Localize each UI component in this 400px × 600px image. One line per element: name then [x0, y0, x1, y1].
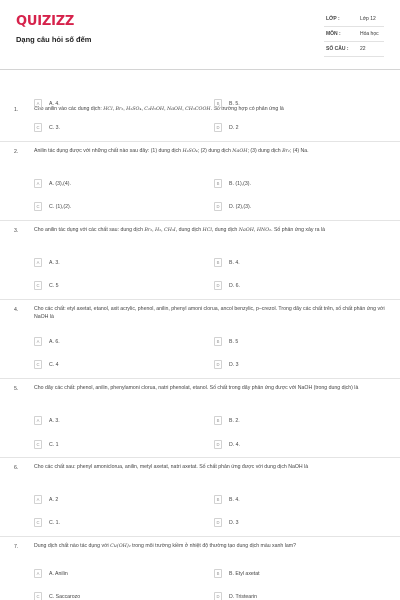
- option-letter-box: B: [214, 258, 222, 267]
- option-text: A. 3.: [49, 259, 60, 266]
- meta-label-grade: LỚP :: [326, 16, 340, 22]
- option-letter-box: C: [34, 123, 42, 132]
- question-text-segment: Cho anilin tác dụng với các chất sau: dung dịch: [34, 227, 145, 233]
- question-divider: [0, 536, 400, 537]
- chemical-formula: CH₃COOH: [185, 107, 211, 112]
- question-number: 6.: [14, 465, 19, 471]
- option-text: C. 1.: [49, 519, 60, 526]
- option-letter-box: D: [214, 518, 222, 527]
- option-text: B. (1),(3).: [229, 180, 251, 187]
- question-text-segment: , dung dịch: [175, 227, 203, 233]
- option-letter-box: A: [34, 337, 42, 346]
- question-text-segment: ; (3) dung dịch: [247, 148, 283, 154]
- meta-label-question-count: SỐ CÂU :: [326, 46, 349, 52]
- question-text-segment: , dung dịch: [211, 227, 239, 233]
- question-divider: [0, 299, 400, 300]
- option-letter-box: D: [214, 123, 222, 132]
- option-text: A. (3),(4).: [49, 180, 71, 187]
- meta-divider: [324, 56, 384, 57]
- option-letter-box: B: [214, 179, 222, 188]
- question-text-segment: Cho các chất sau: phenyl amoniclorua, anilin, metyl axetat, natri axetat. Số chất phản ứng được với dung dịch NaOH là: [34, 464, 309, 470]
- question-text-segment: Cho dãy các chất: phenol, anilin, phenylamoni clorua, natri phenolat, etanol. Số chất trong dãy phản ứng được với NaOH (trong dung dịch) là: [34, 385, 359, 391]
- option-text: D. 4.: [229, 441, 240, 448]
- meta-label-subject: MÔN :: [326, 31, 341, 37]
- option-letter-box: C: [34, 592, 42, 600]
- question-text-segment: ,: [141, 106, 145, 112]
- option-letter-box: D: [214, 440, 222, 449]
- option-text: D. 6.: [229, 282, 240, 289]
- option-text: C. 3.: [49, 124, 60, 131]
- option-text: C. 4: [49, 361, 59, 368]
- option-text: C. 1: [49, 441, 59, 448]
- chemical-formula: Br₂: [144, 228, 153, 233]
- question-text: [34, 106, 390, 114]
- question-text: [34, 148, 390, 156]
- question-number: 3.: [14, 228, 19, 234]
- option-letter-box: C: [34, 281, 42, 290]
- option-letter-box: A: [34, 416, 42, 425]
- option-text: B. 4.: [229, 496, 240, 503]
- option-text: D. 3: [229, 361, 239, 368]
- question-text: [34, 543, 390, 551]
- option-letter-box: C: [34, 360, 42, 369]
- option-text: B. 2.: [229, 417, 240, 424]
- meta-value-grade: Lớp 12: [360, 16, 376, 22]
- chemical-formula: NaOH: [167, 107, 183, 112]
- option-letter-box: A: [34, 495, 42, 504]
- chemical-formula: HCl: [202, 228, 212, 233]
- chemical-formula: CH₃I: [164, 228, 176, 233]
- question-text-segment: . Số phản ứng xảy ra là: [271, 227, 326, 233]
- chemical-formula: NaOH: [238, 228, 254, 233]
- question-divider: [0, 220, 400, 221]
- question-number: 2.: [14, 149, 19, 155]
- chemical-formula: HCl: [103, 107, 113, 112]
- question-text-segment: ,: [161, 227, 165, 233]
- option-text: C. (1),(2).: [49, 203, 72, 210]
- worksheet-title: Dạng câu hỏi số đếm: [16, 35, 92, 44]
- option-text: A. 4.: [49, 100, 60, 107]
- question-number: 7.: [14, 544, 19, 550]
- question-text-segment: ,: [112, 106, 116, 112]
- question-text-segment: . Số trường hợp có phản ứng là: [210, 106, 284, 112]
- option-text: A. 3.: [49, 417, 60, 424]
- option-text: B. Etyl axetat: [229, 570, 260, 577]
- question-text: [34, 385, 390, 393]
- chemical-formula: Cu(OH)₂: [110, 544, 131, 549]
- question-text-segment: trong môi trường kiềm ở nhiệt độ thường tạo dung dịch màu xanh lam?: [130, 543, 296, 549]
- question-text: [34, 227, 390, 235]
- option-letter-box: B: [214, 495, 222, 504]
- question-divider: [0, 378, 400, 379]
- option-letter-box: B: [214, 416, 222, 425]
- question-text-segment: Cho các chất: etyl axetat, etanol, axit acrylic, phenol, anilin, phenyl amoni clorua, ancol benzylic, p–crezol. Trong dãy các chất trên, số chất phản ứng với NaOH là: [34, 306, 385, 320]
- question-text-segment: ; (4) Na.: [289, 148, 309, 154]
- option-letter-box: B: [214, 99, 222, 108]
- chemical-formula: NaOH: [232, 149, 248, 154]
- chemical-formula: C₂H₅OH: [144, 107, 165, 112]
- chemical-formula: Br₂: [282, 149, 290, 154]
- chemical-formula: H₂: [155, 228, 162, 233]
- meta-divider: [324, 41, 384, 42]
- question-text-segment: ,: [253, 227, 257, 233]
- option-letter-box: D: [214, 592, 222, 600]
- chemical-formula: H₂SO₄: [126, 107, 142, 112]
- option-text: D. 3: [229, 519, 239, 526]
- option-letter-box: D: [214, 281, 222, 290]
- question-text-segment: ,: [152, 227, 156, 233]
- option-letter-box: C: [34, 202, 42, 211]
- option-letter-box: C: [34, 440, 42, 449]
- question-text: [34, 464, 390, 472]
- option-text: A. 6.: [49, 338, 60, 345]
- header-divider: [0, 69, 400, 70]
- option-text: D. 2: [229, 124, 239, 131]
- question-number: 1.: [14, 107, 19, 113]
- option-text: B. 5.: [229, 100, 240, 107]
- question-text-segment: ,: [182, 106, 186, 112]
- chemical-formula: H₂SO₄: [182, 149, 198, 154]
- question-text-segment: ; (2) dung dịch: [197, 148, 233, 154]
- option-letter-box: A: [34, 569, 42, 578]
- chemical-formula: HNO₂: [256, 228, 272, 233]
- worksheet-header: [0, 0, 400, 70]
- meta-value-subject: Hóa học: [360, 31, 379, 37]
- option-text: D. Tristearin: [229, 593, 257, 600]
- question-text-segment: ,: [123, 106, 127, 112]
- option-text: D. (2),(3).: [229, 203, 252, 210]
- option-letter-box: D: [214, 202, 222, 211]
- meta-divider: [324, 26, 384, 27]
- option-text: B. 4.: [229, 259, 240, 266]
- option-text: C. 5: [49, 282, 59, 289]
- question-text-segment: Cho anilin vào các dung dịch:: [34, 106, 104, 112]
- question-text: [34, 306, 390, 321]
- question-divider: [0, 457, 400, 458]
- option-text: B. 5: [229, 338, 239, 345]
- question-number: 4.: [14, 307, 19, 313]
- question-text-segment: Anilin tác dụng được với những chất nào sau đây: (1) dung dịch: [34, 148, 183, 154]
- option-letter-box: A: [34, 179, 42, 188]
- chemical-formula: Br₂: [115, 107, 124, 112]
- option-letter-box: A: [34, 258, 42, 267]
- question-divider: [0, 141, 400, 142]
- option-text: A. Anilin: [49, 570, 68, 577]
- option-letter-box: B: [214, 569, 222, 578]
- question-text-segment: ,: [164, 106, 167, 112]
- question-text-segment: Dung dịch chất nào tác dụng với: [34, 543, 111, 549]
- option-letter-box: B: [214, 337, 222, 346]
- option-text: A. 2: [49, 496, 59, 503]
- meta-value-question-count: 22: [360, 46, 366, 52]
- option-letter-box: C: [34, 518, 42, 527]
- question-number: 5.: [14, 386, 19, 392]
- option-letter-box: D: [214, 360, 222, 369]
- option-text: C. Saccarozo: [49, 593, 81, 600]
- option-letter-box: A: [34, 99, 42, 108]
- quizizz-logo: QUIZIZZ: [16, 14, 75, 29]
